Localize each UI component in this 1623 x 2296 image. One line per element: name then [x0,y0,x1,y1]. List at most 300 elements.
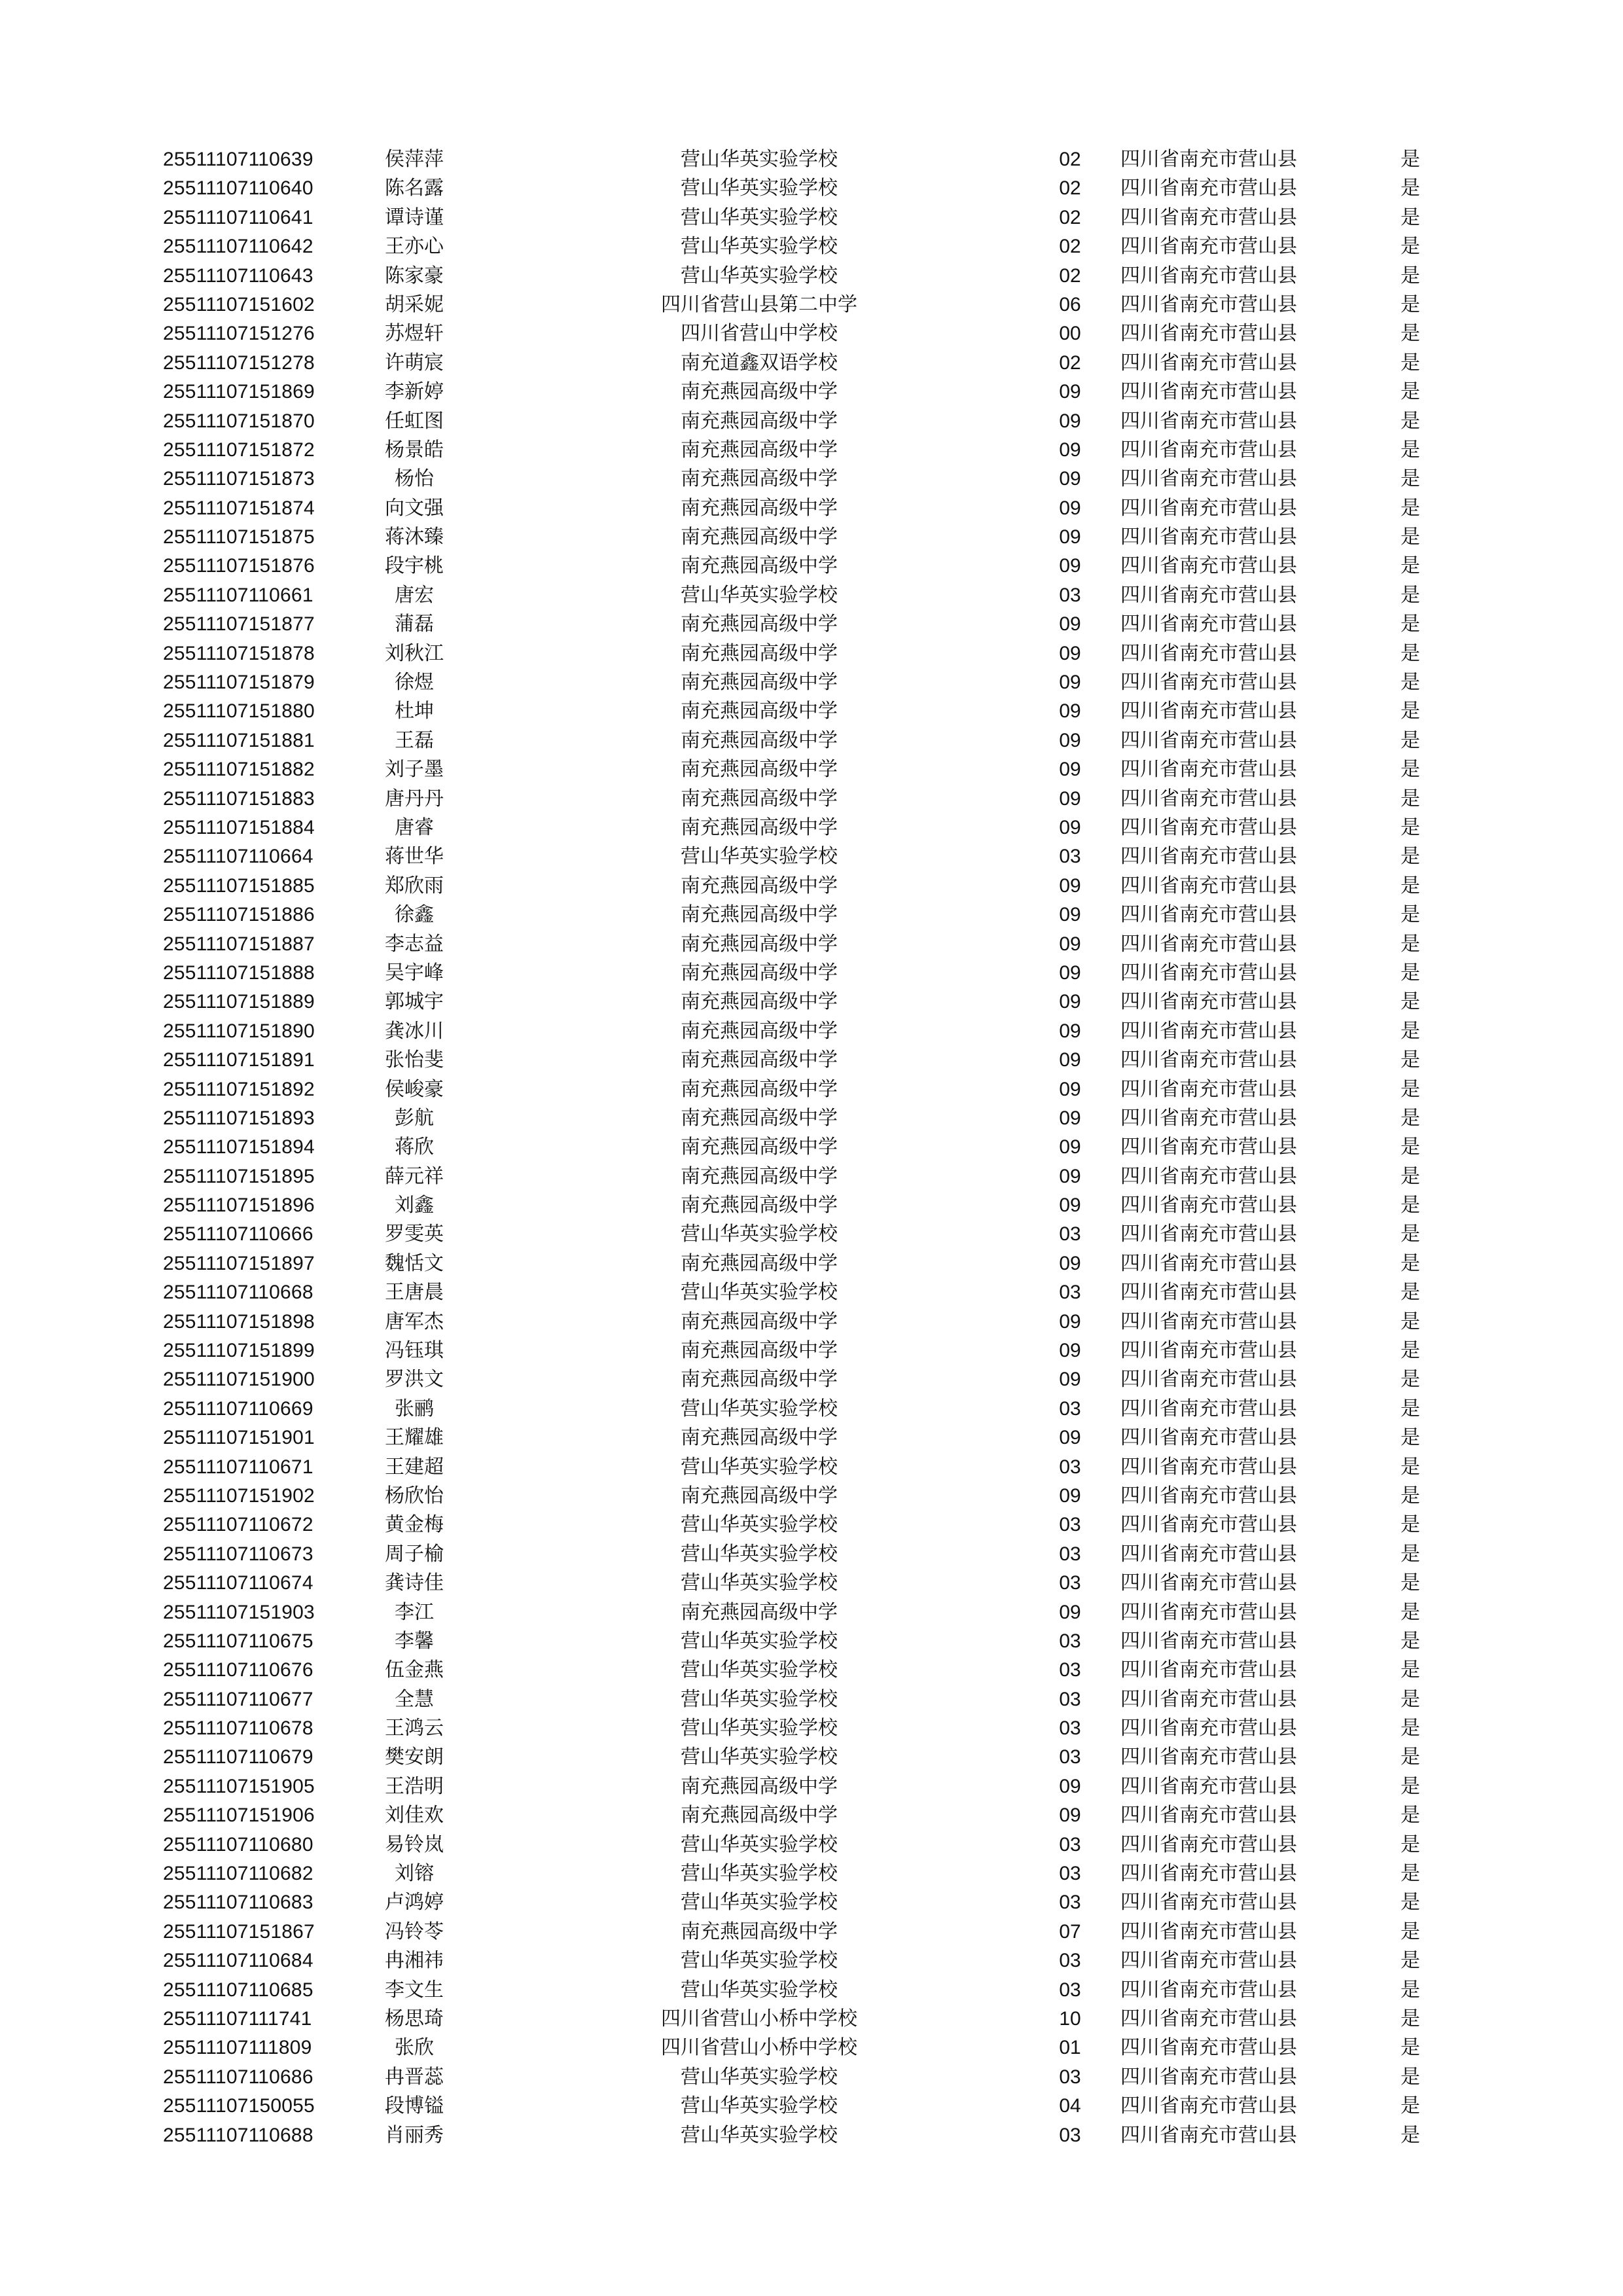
code-cell: 09 [1059,1165,1081,1187]
school-cell: 南充燕园高级中学 [681,1251,838,1275]
region-cell: 四川省南充市营山县 [1120,1426,1297,1450]
student-name-cell: 唐丹丹 [385,787,444,810]
code-cell: 03 [1059,584,1081,606]
flag-cell: 是 [1400,1049,1420,1072]
flag-cell: 是 [1400,1949,1420,1973]
school-cell: 营山华英实验学校 [681,1746,838,1769]
student-name-cell: 王耀雄 [385,1426,444,1450]
flag-cell: 是 [1400,1251,1420,1275]
code-cell: 09 [1059,933,1081,955]
student-name-cell: 蒲磊 [395,613,434,636]
flag-cell: 是 [1400,1571,1420,1595]
student-name-cell: 许萌宸 [385,351,444,374]
flag-cell: 是 [1400,1920,1420,1943]
region-cell: 四川省南充市营山县 [1120,671,1297,694]
code-cell: 02 [1059,177,1081,200]
flag-cell: 是 [1400,1484,1420,1507]
school-cell: 南充燕园高级中学 [681,787,838,810]
table-row [0,465,1623,493]
student-id-cell: 25511107151870 [163,410,315,432]
code-cell: 01 [1059,2037,1081,2059]
table-row [0,1482,1623,1511]
student-id-cell: 25511107151890 [163,1020,315,1042]
student-name-cell: 王亦心 [385,235,444,259]
table-row [0,204,1623,232]
school-cell: 南充燕园高级中学 [681,1368,838,1391]
code-cell: 09 [1059,1136,1081,1158]
region-cell: 四川省南充市营山县 [1120,496,1297,520]
flag-cell: 是 [1400,641,1420,665]
region-cell: 四川省南充市营山县 [1120,2036,1297,2060]
student-id-cell: 25511107110685 [163,1979,313,2001]
code-cell: 09 [1059,381,1081,403]
table-row [0,1946,1623,1975]
flag-cell: 是 [1400,526,1420,549]
code-cell: 09 [1059,1194,1081,1217]
flag-cell: 是 [1400,1223,1420,1246]
table-row [0,1888,1623,1917]
code-cell: 03 [1059,2124,1081,2146]
region-cell: 四川省南充市营山县 [1120,1600,1297,1624]
student-id-cell: 25511107110639 [163,149,313,170]
flag-cell: 是 [1400,554,1420,578]
region-cell: 四川省南充市营山县 [1120,1281,1297,1304]
student-name-cell: 侯峻豪 [385,1077,444,1101]
table-row [0,552,1623,581]
flag-cell: 是 [1400,874,1420,897]
student-id-cell: 25511107110666 [163,1223,313,1246]
code-cell: 02 [1059,236,1081,258]
school-cell: 营山华英实验学校 [681,1833,838,1856]
student-id-cell: 25511107151895 [163,1165,315,1187]
student-name-cell: 冯钰琪 [385,1339,444,1363]
table-row [0,1104,1623,1133]
school-cell: 营山华英实验学校 [681,206,838,229]
code-cell: 03 [1059,1572,1081,1594]
student-name-cell: 王建超 [385,1455,444,1479]
flag-cell: 是 [1400,264,1420,287]
code-cell: 03 [1059,1979,1081,2001]
flag-cell: 是 [1400,496,1420,520]
student-id-cell: 25511107151891 [163,1049,315,1071]
flag-cell: 是 [1400,845,1420,869]
code-cell: 09 [1059,787,1081,810]
table-row [0,1976,1623,2005]
region-cell: 四川省南充市营山县 [1120,409,1297,433]
student-name-cell: 胡采妮 [385,293,444,316]
region-cell: 四川省南充市营山县 [1120,700,1297,723]
student-id-cell: 25511107110678 [163,1717,313,1740]
student-id-cell: 25511107151886 [163,904,315,926]
flag-cell: 是 [1400,1542,1420,1566]
flag-cell: 是 [1400,1164,1420,1188]
table-row [0,842,1623,871]
table-row [0,901,1623,929]
school-cell: 南充燕园高级中学 [681,380,838,404]
student-name-cell: 段宇桃 [385,554,444,578]
table-row [0,1424,1623,1452]
student-name-cell: 杨欣怡 [385,1484,444,1507]
code-cell: 09 [1059,468,1081,490]
school-cell: 营山华英实验学校 [681,1281,838,1304]
student-id-cell: 25511107151905 [163,1775,315,1797]
student-name-cell: 龚诗佳 [385,1571,444,1595]
student-id-cell: 25511107151602 [163,293,315,315]
flag-cell: 是 [1400,148,1420,171]
flag-cell: 是 [1400,1717,1420,1740]
student-id-cell: 25511107110676 [163,1659,313,1681]
flag-cell: 是 [1400,583,1420,607]
student-id-cell: 25511107110682 [163,1863,313,1885]
school-cell: 南充燕园高级中学 [681,1600,838,1624]
table-row [0,1569,1623,1598]
code-cell: 09 [1059,555,1081,577]
school-cell: 四川省营山中学校 [681,322,838,346]
table-row [0,1046,1623,1075]
school-cell: 南充燕园高级中学 [681,700,838,723]
student-name-cell: 刘镕 [395,1862,434,1886]
region-cell: 四川省南充市营山县 [1120,1978,1297,2001]
student-id-cell: 25511107110643 [163,264,313,287]
code-cell: 09 [1059,1484,1081,1507]
code-cell: 03 [1059,1688,1081,1710]
region-cell: 四川省南充市营山县 [1120,1629,1297,1653]
code-cell: 09 [1059,1369,1081,1391]
table-row [0,1220,1623,1249]
region-cell: 四川省南充市营山县 [1120,177,1297,200]
student-name-cell: 段博镒 [385,2094,444,2118]
code-cell: 09 [1059,1775,1081,1797]
code-cell: 00 [1059,323,1081,345]
student-id-cell: 25511107111809 [163,2037,312,2059]
student-id-cell: 25511107110675 [163,1630,313,1652]
table-row [0,1714,1623,1743]
region-cell: 四川省南充市营山县 [1120,961,1297,984]
student-name-cell: 杨思琦 [385,2007,444,2030]
student-id-cell: 25511107110672 [163,1514,313,1536]
region-cell: 四川省南充市营山县 [1120,1746,1297,1769]
flag-cell: 是 [1400,1426,1420,1450]
school-cell: 南充燕园高级中学 [681,1339,838,1363]
code-cell: 03 [1059,1456,1081,1478]
table-row [0,1627,1623,1656]
student-name-cell: 李新婷 [385,380,444,404]
school-cell: 南充燕园高级中学 [681,874,838,897]
student-id-cell: 25511107151872 [163,439,315,461]
code-cell: 03 [1059,1397,1081,1420]
student-id-cell: 25511107151884 [163,816,315,838]
school-cell: 营山华英实验学校 [681,1891,838,1914]
school-cell: 营山华英实验学校 [681,2094,838,2118]
flag-cell: 是 [1400,1397,1420,1420]
student-id-cell: 25511107151902 [163,1484,315,1507]
school-cell: 南充燕园高级中学 [681,467,838,491]
flag-cell: 是 [1400,1106,1420,1130]
student-id-cell: 25511107110674 [163,1572,313,1594]
school-cell: 南充燕园高级中学 [681,438,838,461]
code-cell: 10 [1059,2008,1081,2030]
region-cell: 四川省南充市营山县 [1120,293,1297,316]
code-cell: 09 [1059,410,1081,432]
student-name-cell: 伍金燕 [385,1659,444,1682]
flag-cell: 是 [1400,932,1420,956]
student-id-cell: 25511107151875 [163,526,315,548]
table-row [0,1859,1623,1888]
region-cell: 四川省南充市营山县 [1120,380,1297,404]
student-name-cell: 任虹图 [385,409,444,433]
table-row [0,814,1623,842]
table-row [0,1017,1623,1046]
region-cell: 四川省南充市营山县 [1120,438,1297,461]
school-cell: 南充燕园高级中学 [681,1310,838,1333]
table-row [0,930,1623,959]
student-name-cell: 刘佳欢 [385,1804,444,1827]
school-cell: 南充燕园高级中学 [681,496,838,520]
code-cell: 02 [1059,351,1081,374]
code-cell: 06 [1059,293,1081,315]
region-cell: 四川省南充市营山县 [1120,1019,1297,1043]
student-id-cell: 25511107110688 [163,2124,313,2146]
flag-cell: 是 [1400,1339,1420,1363]
code-cell: 03 [1059,1514,1081,1536]
flag-cell: 是 [1400,438,1420,461]
flag-cell: 是 [1400,2065,1420,2089]
student-name-cell: 杨怡 [395,467,434,491]
region-cell: 四川省南充市营山县 [1120,1687,1297,1711]
table-row [0,1453,1623,1482]
flag-cell: 是 [1400,235,1420,259]
table-row [0,1540,1623,1569]
student-name-cell: 王磊 [395,728,434,752]
school-cell: 南充燕园高级中学 [681,1049,838,1072]
student-name-cell: 侯萍萍 [385,148,444,171]
student-name-cell: 苏煜轩 [385,322,444,346]
student-id-cell: 25511107110671 [163,1456,313,1478]
region-cell: 四川省南充市营山县 [1120,1949,1297,1973]
flag-cell: 是 [1400,293,1420,316]
region-cell: 四川省南充市营山县 [1120,641,1297,665]
table-row [0,291,1623,319]
student-name-cell: 卢鸿婷 [385,1891,444,1914]
region-cell: 四川省南充市营山县 [1120,728,1297,752]
table-row [0,1395,1623,1424]
school-cell: 营山华英实验学校 [681,1513,838,1537]
school-cell: 营山华英实验学校 [681,1687,838,1711]
student-name-cell: 魏恬文 [385,1251,444,1275]
region-cell: 四川省南充市营山县 [1120,1833,1297,1856]
region-cell: 四川省南充市营山县 [1120,1484,1297,1507]
school-cell: 营山华英实验学校 [681,1571,838,1595]
region-cell: 四川省南充市营山县 [1120,1310,1297,1333]
code-cell: 09 [1059,497,1081,519]
student-name-cell: 郭城宇 [385,990,444,1014]
region-cell: 四川省南充市营山县 [1120,1077,1297,1101]
code-cell: 09 [1059,700,1081,723]
school-cell: 南充燕园高级中学 [681,1774,838,1798]
student-name-cell: 易铃岚 [385,1833,444,1856]
flag-cell: 是 [1400,1687,1420,1711]
student-id-cell: 25511107151901 [163,1427,315,1449]
student-name-cell: 黄金梅 [385,1513,444,1537]
school-cell: 南充燕园高级中学 [681,409,838,433]
student-id-cell: 25511107151899 [163,1340,315,1362]
table-row [0,1133,1623,1162]
student-name-cell: 杨景皓 [385,438,444,461]
flag-cell: 是 [1400,1455,1420,1479]
student-name-cell: 龚冰川 [385,1019,444,1043]
flag-cell: 是 [1400,1774,1420,1798]
student-id-cell: 25511107110642 [163,236,313,258]
table-row [0,726,1623,755]
student-name-cell: 薛元祥 [385,1164,444,1188]
code-cell: 09 [1059,1020,1081,1042]
student-name-cell: 张怡斐 [385,1049,444,1072]
student-id-cell: 25511107151903 [163,1601,315,1623]
school-cell: 营山华英实验学校 [681,2065,838,2089]
region-cell: 四川省南充市营山县 [1120,206,1297,229]
flag-cell: 是 [1400,322,1420,346]
region-cell: 四川省南充市营山县 [1120,1251,1297,1275]
school-cell: 南充燕园高级中学 [681,554,838,578]
school-cell: 四川省营山小桥中学校 [661,2007,857,2030]
region-cell: 四川省南充市营山县 [1120,874,1297,897]
student-name-cell: 吴宇峰 [385,961,444,984]
table-row [0,1075,1623,1104]
region-cell: 四川省南充市营山县 [1120,554,1297,578]
code-cell: 09 [1059,1601,1081,1623]
table-row [0,668,1623,697]
student-id-cell: 25511107110680 [163,1833,313,1856]
student-name-cell: 冯铃苓 [385,1920,444,1943]
student-name-cell: 蒋欣 [395,1136,434,1159]
table-row [0,2092,1623,2121]
student-id-cell: 25511107151896 [163,1194,315,1217]
region-cell: 四川省南充市营山县 [1120,264,1297,287]
student-id-cell: 25511107151885 [163,874,315,897]
region-cell: 四川省南充市营山县 [1120,1920,1297,1943]
table-row [0,319,1623,348]
region-cell: 四川省南充市营山县 [1120,787,1297,810]
student-id-cell: 25511107151881 [163,729,315,751]
student-id-cell: 25511107151882 [163,759,315,781]
school-cell: 南充燕园高级中学 [681,932,838,956]
region-cell: 四川省南充市营山县 [1120,845,1297,869]
table-row [0,2034,1623,2062]
region-cell: 四川省南充市营山县 [1120,1194,1297,1217]
student-name-cell: 全慧 [395,1687,434,1711]
code-cell: 03 [1059,1630,1081,1652]
table-row [0,988,1623,1016]
code-cell: 03 [1059,1659,1081,1681]
school-cell: 营山华英实验学校 [681,1629,838,1653]
student-id-cell: 25511107151869 [163,381,315,403]
student-name-cell: 罗雯英 [385,1223,444,1246]
flag-cell: 是 [1400,787,1420,810]
school-cell: 南充燕园高级中学 [681,526,838,549]
student-id-cell: 25511107151897 [163,1252,315,1274]
code-cell: 02 [1059,206,1081,228]
student-id-cell: 25511107151889 [163,991,315,1013]
code-cell: 03 [1059,1950,1081,1972]
table-row [0,494,1623,523]
student-name-cell: 徐煜 [395,671,434,694]
region-cell: 四川省南充市营山县 [1120,1513,1297,1537]
region-cell: 四川省南充市营山县 [1120,1542,1297,1566]
flag-cell: 是 [1400,2123,1420,2147]
region-cell: 四川省南充市营山县 [1120,1223,1297,1246]
school-cell: 营山华英实验学校 [681,1455,838,1479]
table-row [0,755,1623,784]
student-id-cell: 25511107110686 [163,2066,313,2088]
student-name-cell: 王唐晨 [385,1281,444,1304]
code-cell: 09 [1059,904,1081,926]
code-cell: 09 [1059,1804,1081,1827]
school-cell: 南充燕园高级中学 [681,728,838,752]
student-name-cell: 彭航 [395,1106,434,1130]
region-cell: 四川省南充市营山县 [1120,1717,1297,1740]
school-cell: 营山华英实验学校 [681,1717,838,1740]
code-cell: 09 [1059,526,1081,548]
student-name-cell: 李文生 [385,1978,444,2001]
flag-cell: 是 [1400,467,1420,491]
student-name-cell: 向文强 [385,496,444,520]
student-id-cell: 25511107151867 [163,1920,315,1943]
region-cell: 四川省南充市营山县 [1120,613,1297,636]
code-cell: 09 [1059,672,1081,694]
table-row [0,1831,1623,1859]
student-name-cell: 蒋世华 [385,845,444,869]
student-id-cell: 25511107150055 [163,2095,315,2117]
flag-cell: 是 [1400,1804,1420,1827]
school-cell: 营山华英实验学校 [681,235,838,259]
code-cell: 09 [1059,1340,1081,1362]
school-cell: 南充燕园高级中学 [681,816,838,839]
code-cell: 02 [1059,264,1081,287]
flag-cell: 是 [1400,2007,1420,2030]
region-cell: 四川省南充市营山县 [1120,1368,1297,1391]
region-cell: 四川省南充市营山县 [1120,932,1297,956]
student-id-cell: 25511107151880 [163,700,315,723]
school-cell: 南充燕园高级中学 [681,671,838,694]
table-row [0,1365,1623,1394]
table-row [0,1656,1623,1685]
flag-cell: 是 [1400,2036,1420,2060]
flag-cell: 是 [1400,1862,1420,1886]
region-cell: 四川省南充市营山县 [1120,1339,1297,1363]
code-cell: 09 [1059,1078,1081,1100]
student-name-cell: 冉晋蕊 [385,2065,444,2089]
region-cell: 四川省南充市营山县 [1120,758,1297,781]
table-row [0,1743,1623,1772]
student-id-cell: 25511107110668 [163,1282,313,1304]
student-id-cell: 25511107151887 [163,933,315,955]
region-cell: 四川省南充市营山县 [1120,1774,1297,1798]
student-id-cell: 25511107151898 [163,1310,315,1333]
table-row [0,959,1623,988]
table-row [0,1336,1623,1365]
school-cell: 营山华英实验学校 [681,1862,838,1886]
student-name-cell: 唐睿 [395,816,434,839]
table-row [0,1918,1623,1946]
school-cell: 营山华英实验学校 [681,583,838,607]
flag-cell: 是 [1400,613,1420,636]
code-cell: 07 [1059,1920,1081,1943]
region-cell: 四川省南充市营山县 [1120,1891,1297,1914]
school-cell: 营山华英实验学校 [681,148,838,171]
student-name-cell: 谭诗谨 [385,206,444,229]
code-cell: 09 [1059,642,1081,664]
student-id-cell: 25511107110669 [163,1397,313,1420]
